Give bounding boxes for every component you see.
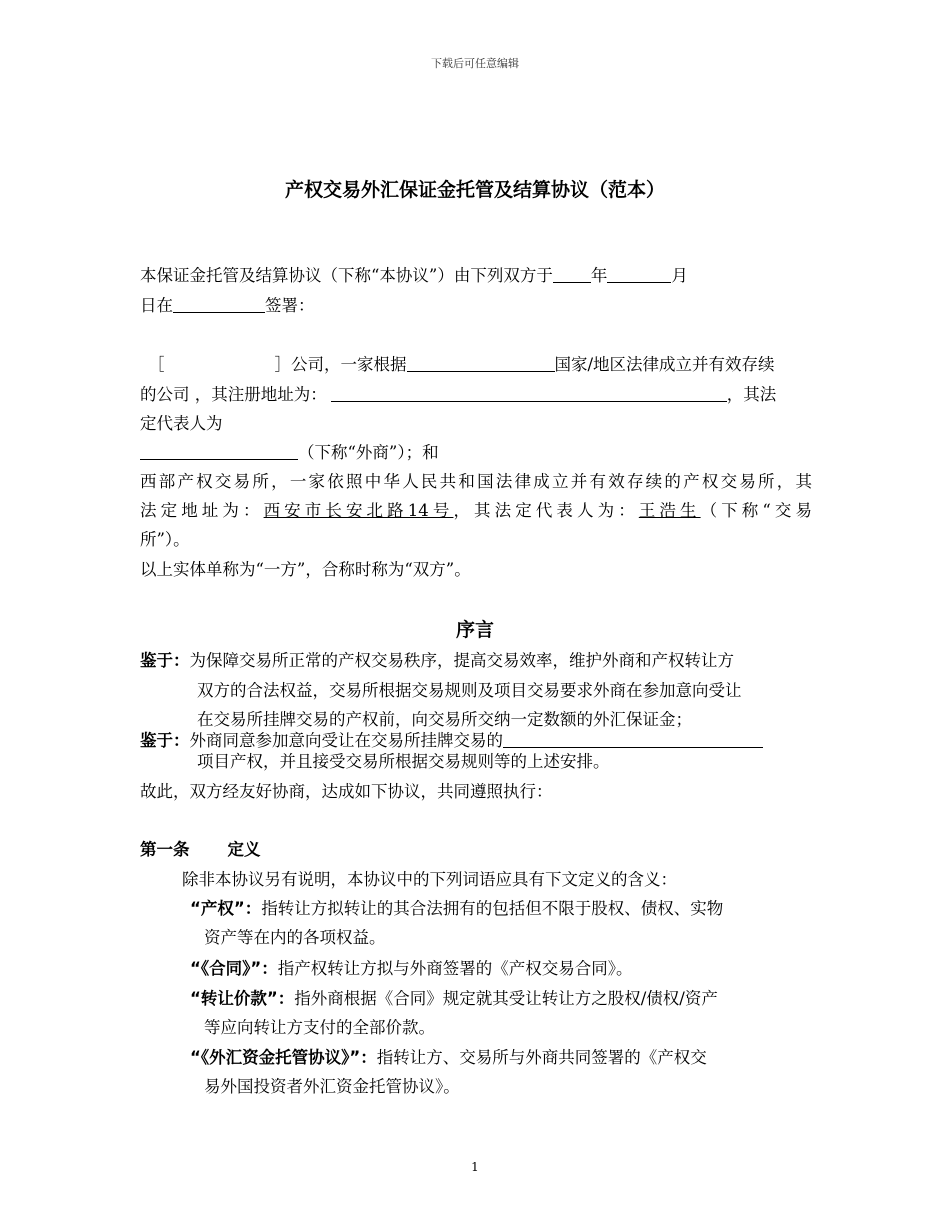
party2-text: （下称“交易 [700,501,813,520]
party2-line-1: 西部产权交易所，一家依照中华人民共和国法律成立并有效存续的产权交易所，其 [140,472,812,491]
legal-address-label: 法定地址为： [140,501,264,520]
intro-line-1 [140,262,812,289]
preamble-conclusion: 故此，双方经友好协商，达成如下协议，共同遵照执行： [140,782,553,801]
article-number: 第一条 [140,840,190,859]
article-1-heading [140,836,812,863]
definition-2-line-1 [190,955,812,982]
page-number: 1 [471,1160,479,1174]
definition-3-line-2: 等应向转让方支付的全部价款。 [204,1018,435,1037]
legal-rep-label: ，其法定代表人为： [453,501,639,520]
article-1-lead: 除非本协议另有说明，本协议中的下列词语应具有下文定义的含义： [182,870,677,889]
place-blank [173,296,265,313]
definition-text: 指外商根据《合同》规定就其受让转让方之股权/债权/资产 [294,989,718,1008]
address-blank [331,385,727,402]
project-blank [503,731,763,748]
party2-line-4: 以上实体单称为“一方”，合称时称为“双方”。 [140,560,471,579]
country-blank [407,355,555,372]
party1-text-2: 国家/地区法律成立并有效存续 [554,355,775,374]
definition-term: “产权”： [190,899,262,918]
definition-1-line-2: 资产等在内的各项权益。 [204,928,386,947]
whereas-label: 鉴于： [140,651,190,670]
month-label: 月 [671,266,688,285]
address-label: 的公司 ，其注册地址为： [140,385,327,404]
rep-blank [140,443,298,460]
whereas-text: 为保障交易所正常的产权交易秩序，提高交易效率，维护外商和产权转让方 [189,651,734,670]
year-blank [553,266,591,283]
definition-4-line-1 [190,1044,812,1071]
definition-term: “《合同》”： [190,959,278,978]
document-title: 产权交易外汇保证金托管及结算协议（范本） [284,179,665,201]
company-bracket-open: ［ [148,355,165,374]
definition-1-line-1 [190,895,812,922]
party1-text-4: （下称“外商”）；和 [298,443,439,462]
definition-term: “转让价款”： [190,989,295,1008]
page-header: 下载后可任意编辑 [431,57,519,70]
definition-text: 指转让方、交易所与外商共同签署的《产权交 [376,1048,707,1067]
whereas-1-line-1 [140,647,812,674]
party1-line-4 [140,439,812,466]
party1-text-3: ，其法 [726,385,777,404]
definition-text: 指产权转让方拟与外商签署的《产权交易合同》。 [277,959,633,978]
day-label: 日在 [140,296,173,315]
definition-4-line-2: 易外国投资者外汇资金托管协议》。 [204,1077,460,1096]
whereas-2-line-2: 项目产权，并且接受交易所根据交易规则等的上述安排。 [197,752,610,771]
whereas-text: 外商同意参加意向受让在交易所挂牌交易的 [189,731,503,750]
party1-text: ］公司，一家根据 [274,355,407,374]
intro-line-2 [140,292,812,319]
definition-3-line-1 [190,985,812,1012]
article-name: 定义 [227,840,261,859]
party1-line-1 [140,351,812,378]
party1-line-3: 定代表人为 [140,414,223,433]
month-blank [607,266,671,283]
party1-line-2 [140,381,812,408]
legal-rep-name: 王浩生 [638,501,701,520]
party2-line-3: 所”）。 [140,530,190,549]
preamble-title: 序言 [455,619,494,641]
year-label: 年 [590,266,608,285]
intro-text: 本保证金托管及结算协议（下称“本协议”）由下列双方于 [140,266,553,285]
whereas-label: 鉴于： [140,731,190,750]
legal-address: 西安市长安北路14号 [263,501,454,520]
sign-label: 签署： [265,296,315,315]
whereas-1-line-3: 在交易所挂牌交易的产权前，向交易所交纳一定数额的外汇保证金； [197,710,692,729]
definition-term: “《外汇资金托管协议》”： [190,1048,377,1067]
party2-line-2 [140,497,812,524]
definition-text: 指转让方拟转让的其合法拥有的包括但不限于股权、债权、实物 [261,899,724,918]
whereas-1-line-2: 双方的合法权益，交易所根据交易规则及项目交易要求外商在参加意向受让 [197,681,742,700]
